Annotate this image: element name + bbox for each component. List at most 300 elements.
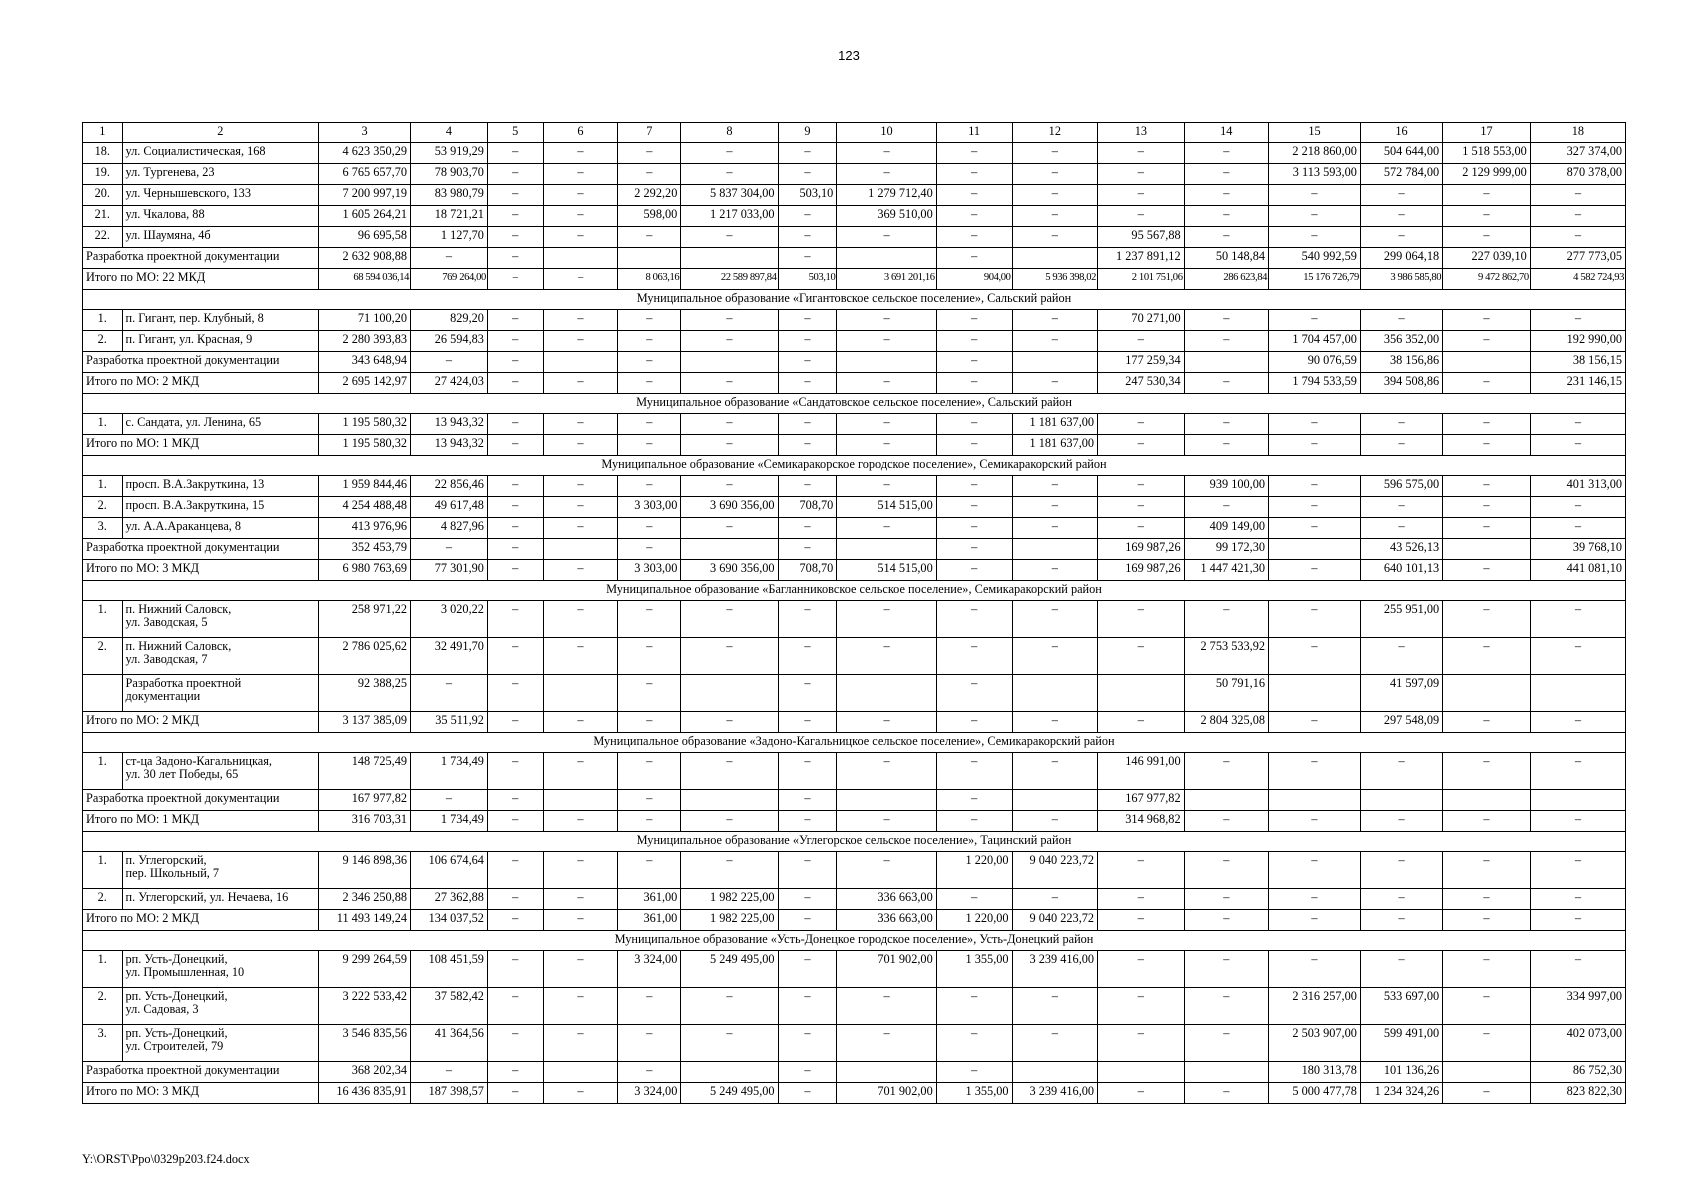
table-cell: 1 217 033,00 bbox=[681, 206, 778, 227]
building-row bbox=[83, 497, 1626, 518]
table-cell: 2 804 325,08 bbox=[1184, 712, 1268, 733]
table-cell: – bbox=[618, 310, 681, 331]
table-cell: 708,70 bbox=[778, 497, 837, 518]
table-cell: 540 992,59 bbox=[1269, 248, 1361, 269]
table-cell: 101 136,26 bbox=[1360, 1062, 1442, 1083]
table-cell: – bbox=[1012, 373, 1097, 394]
table-cell: – bbox=[1530, 811, 1625, 832]
table-cell: 27 362,88 bbox=[411, 889, 488, 910]
design-docs-row bbox=[83, 352, 1626, 373]
building-row bbox=[83, 753, 1626, 790]
total-label: Итого по МО: 3 МКД bbox=[83, 1083, 319, 1104]
total-row bbox=[83, 269, 1626, 290]
building-row bbox=[83, 675, 1626, 712]
table-cell: 6 980 763,69 bbox=[319, 560, 411, 581]
table-cell: 3 324,00 bbox=[618, 951, 681, 988]
table-cell: 169 987,26 bbox=[1098, 539, 1185, 560]
table-cell: – bbox=[543, 1083, 618, 1104]
table-cell: – bbox=[1012, 227, 1097, 248]
table-cell: – bbox=[1012, 753, 1097, 790]
table-cell: – bbox=[1098, 951, 1185, 988]
table-cell: 1 794 533,59 bbox=[1269, 373, 1361, 394]
table-cell: – bbox=[1269, 910, 1361, 931]
table-cell: – bbox=[936, 310, 1012, 331]
table-cell: 2 632 908,88 bbox=[319, 248, 411, 269]
table-cell: – bbox=[1184, 753, 1268, 790]
table-cell: – bbox=[1443, 373, 1531, 394]
table-cell: – bbox=[1012, 310, 1097, 331]
table-cell: – bbox=[1184, 497, 1268, 518]
table-cell: 71 100,20 bbox=[319, 310, 411, 331]
table-cell bbox=[1098, 1062, 1185, 1083]
table-cell: – bbox=[778, 435, 837, 456]
table-cell: – bbox=[543, 373, 618, 394]
table-cell: – bbox=[1098, 435, 1185, 456]
table-cell: 2 346 250,88 bbox=[319, 889, 411, 910]
table-cell: – bbox=[1098, 331, 1185, 352]
address-cell: ул. Тургенева, 23 bbox=[122, 164, 319, 185]
table-cell: 13 943,32 bbox=[411, 414, 488, 435]
table-cell: 6 765 657,70 bbox=[319, 164, 411, 185]
table-cell: – bbox=[543, 206, 618, 227]
table-cell: 169 987,26 bbox=[1098, 560, 1185, 581]
table-cell: 2 280 393,83 bbox=[319, 331, 411, 352]
table-cell: – bbox=[618, 518, 681, 539]
design-docs-label: Разработка проектной документации bbox=[83, 1062, 319, 1083]
table-cell: – bbox=[1269, 951, 1361, 988]
table-cell: – bbox=[1443, 518, 1531, 539]
table-cell: 3 303,00 bbox=[618, 560, 681, 581]
table-cell: – bbox=[411, 1062, 488, 1083]
table-cell: – bbox=[487, 269, 543, 290]
table-cell: – bbox=[1269, 518, 1361, 539]
table-cell: – bbox=[936, 206, 1012, 227]
table-cell: – bbox=[681, 601, 778, 638]
table-cell: 413 976,96 bbox=[319, 518, 411, 539]
table-cell: – bbox=[618, 143, 681, 164]
table-cell: – bbox=[1443, 638, 1531, 675]
table-cell: – bbox=[1012, 476, 1097, 497]
row-number: 3. bbox=[83, 1025, 123, 1062]
table-cell: 336 663,00 bbox=[837, 910, 936, 931]
table-cell: 37 582,42 bbox=[411, 988, 488, 1025]
table-cell: 68 594 036,14 bbox=[319, 269, 411, 290]
table-cell: – bbox=[618, 539, 681, 560]
table-cell: – bbox=[837, 476, 936, 497]
table-cell: 401 313,00 bbox=[1530, 476, 1625, 497]
table-cell bbox=[1530, 675, 1625, 712]
table-cell: 3 137 385,09 bbox=[319, 712, 411, 733]
table-cell: 334 997,00 bbox=[1530, 988, 1625, 1025]
table-cell: – bbox=[1269, 414, 1361, 435]
table-cell: – bbox=[778, 910, 837, 931]
row-number: 2. bbox=[83, 889, 123, 910]
table-cell: – bbox=[778, 988, 837, 1025]
total-label: Итого по МО: 2 МКД bbox=[83, 373, 319, 394]
table-cell bbox=[1443, 1062, 1531, 1083]
table-cell: – bbox=[543, 811, 618, 832]
table-cell: – bbox=[837, 601, 936, 638]
design-docs-label: Разработка проектной документации bbox=[83, 352, 319, 373]
row-number: 20. bbox=[83, 185, 123, 206]
table-cell: 2 101 751,06 bbox=[1098, 269, 1185, 290]
table-cell: – bbox=[936, 331, 1012, 352]
table-cell: – bbox=[1360, 414, 1442, 435]
table-cell: – bbox=[778, 518, 837, 539]
table-cell: 1 195 580,32 bbox=[319, 414, 411, 435]
table-cell: – bbox=[618, 331, 681, 352]
table-cell: – bbox=[1360, 753, 1442, 790]
design-docs-row bbox=[83, 539, 1626, 560]
table-cell: – bbox=[1443, 601, 1531, 638]
table-cell: 3 239 416,00 bbox=[1012, 1083, 1097, 1104]
table-cell: 1 237 891,12 bbox=[1098, 248, 1185, 269]
table-cell: – bbox=[936, 352, 1012, 373]
column-number: 13 bbox=[1098, 123, 1185, 143]
row-number: 2. bbox=[83, 497, 123, 518]
building-row bbox=[83, 414, 1626, 435]
table-cell: – bbox=[936, 373, 1012, 394]
table-cell: – bbox=[1184, 1083, 1268, 1104]
table-cell: 708,70 bbox=[778, 560, 837, 581]
table-cell: – bbox=[618, 638, 681, 675]
table-cell: 701 902,00 bbox=[837, 1083, 936, 1104]
column-number: 17 bbox=[1443, 123, 1531, 143]
table-cell: – bbox=[1530, 951, 1625, 988]
building-row bbox=[83, 601, 1626, 638]
table-cell: – bbox=[543, 227, 618, 248]
table-cell: 336 663,00 bbox=[837, 889, 936, 910]
table-cell: – bbox=[1360, 518, 1442, 539]
table-cell: – bbox=[1269, 476, 1361, 497]
total-row bbox=[83, 1083, 1626, 1104]
table-cell bbox=[1443, 352, 1531, 373]
table-cell: – bbox=[1360, 951, 1442, 988]
municipality-section-header bbox=[83, 290, 1626, 310]
address-cell: п. Нижний Саловск, ул. Заводская, 7 bbox=[122, 638, 319, 675]
table-cell: – bbox=[778, 373, 837, 394]
table-cell: – bbox=[1269, 435, 1361, 456]
table-cell: 314 968,82 bbox=[1098, 811, 1185, 832]
address-cell: ул. А.А.Араканцева, 8 bbox=[122, 518, 319, 539]
table-cell: – bbox=[543, 497, 618, 518]
table-cell: – bbox=[1443, 331, 1531, 352]
table-cell: 503,10 bbox=[778, 185, 837, 206]
table-cell: 1 982 225,00 bbox=[681, 889, 778, 910]
table-cell: – bbox=[936, 435, 1012, 456]
table-cell: – bbox=[837, 143, 936, 164]
table-cell: – bbox=[1098, 1083, 1185, 1104]
table-cell: – bbox=[936, 518, 1012, 539]
table-cell: – bbox=[1184, 164, 1268, 185]
table-cell: – bbox=[411, 790, 488, 811]
row-number: 1. bbox=[83, 476, 123, 497]
table-cell: – bbox=[936, 712, 1012, 733]
section-title: Муниципальное образование «Усть-Донецкое городское поселение», Усть-Донецкий район bbox=[83, 931, 1626, 951]
table-cell: 231 146,15 bbox=[1530, 373, 1625, 394]
column-number: 8 bbox=[681, 123, 778, 143]
total-label: Итого по МО: 1 МКД bbox=[83, 435, 319, 456]
table-cell: – bbox=[681, 143, 778, 164]
table-cell: – bbox=[1360, 435, 1442, 456]
table-cell: 167 977,82 bbox=[1098, 790, 1185, 811]
building-row bbox=[83, 331, 1626, 352]
table-cell bbox=[1184, 1062, 1268, 1083]
table-cell: – bbox=[1360, 227, 1442, 248]
table-cell: – bbox=[1530, 310, 1625, 331]
municipality-section-header bbox=[83, 581, 1626, 601]
table-cell: – bbox=[1269, 227, 1361, 248]
table-cell: – bbox=[1360, 889, 1442, 910]
table-cell: – bbox=[1184, 852, 1268, 889]
table-cell: – bbox=[618, 476, 681, 497]
table-cell: – bbox=[837, 227, 936, 248]
table-cell: – bbox=[778, 951, 837, 988]
table-cell: 38 156,86 bbox=[1360, 352, 1442, 373]
table-cell: 3 546 835,56 bbox=[319, 1025, 411, 1062]
table-cell: 769 264,00 bbox=[411, 269, 488, 290]
table-cell: 1 127,70 bbox=[411, 227, 488, 248]
table-cell bbox=[681, 539, 778, 560]
table-cell: – bbox=[487, 601, 543, 638]
table-cell: – bbox=[1012, 560, 1097, 581]
table-cell: – bbox=[1530, 889, 1625, 910]
table-cell: – bbox=[778, 712, 837, 733]
table-cell: – bbox=[1269, 560, 1361, 581]
total-row bbox=[83, 560, 1626, 581]
table-cell: 227 039,10 bbox=[1443, 248, 1531, 269]
table-cell: – bbox=[1360, 497, 1442, 518]
table-cell: – bbox=[1184, 601, 1268, 638]
table-cell: – bbox=[1184, 373, 1268, 394]
table-cell: – bbox=[487, 185, 543, 206]
address-cell: рп. Усть-Донецкий, ул. Садовая, 3 bbox=[122, 988, 319, 1025]
table-cell: 2 786 025,62 bbox=[319, 638, 411, 675]
table-cell: – bbox=[487, 373, 543, 394]
table-cell: 514 515,00 bbox=[837, 497, 936, 518]
table-cell: – bbox=[1012, 988, 1097, 1025]
table-cell bbox=[681, 248, 778, 269]
table-cell: 3 222 533,42 bbox=[319, 988, 411, 1025]
building-row bbox=[83, 889, 1626, 910]
table-cell: – bbox=[1360, 310, 1442, 331]
column-number: 16 bbox=[1360, 123, 1442, 143]
table-cell: 368 202,34 bbox=[319, 1062, 411, 1083]
table-cell: 3 691 201,16 bbox=[837, 269, 936, 290]
table-cell: 1 220,00 bbox=[936, 910, 1012, 931]
address-cell: ст-ца Задоно-Кагальницкая, ул. 30 лет Победы, 65 bbox=[122, 753, 319, 790]
table-cell: – bbox=[936, 164, 1012, 185]
total-row bbox=[83, 712, 1626, 733]
table-cell bbox=[1012, 539, 1097, 560]
table-cell: – bbox=[487, 310, 543, 331]
table-cell: 4 582 724,93 bbox=[1530, 269, 1625, 290]
table-cell: – bbox=[1012, 497, 1097, 518]
building-row bbox=[83, 852, 1626, 889]
table-cell: 83 980,79 bbox=[411, 185, 488, 206]
table-cell: – bbox=[543, 910, 618, 931]
table-cell: – bbox=[543, 951, 618, 988]
table-cell: 1 234 324,26 bbox=[1360, 1083, 1442, 1104]
table-cell bbox=[543, 248, 618, 269]
table-cell: 701 902,00 bbox=[837, 951, 936, 988]
table-cell: 4 254 488,48 bbox=[319, 497, 411, 518]
table-cell: – bbox=[778, 753, 837, 790]
building-row bbox=[83, 951, 1626, 988]
table-cell: – bbox=[1184, 185, 1268, 206]
table-cell: – bbox=[778, 414, 837, 435]
table-cell: 599 491,00 bbox=[1360, 1025, 1442, 1062]
table-cell: 39 768,10 bbox=[1530, 539, 1625, 560]
table-cell: 180 313,78 bbox=[1269, 1062, 1361, 1083]
table-cell: – bbox=[487, 889, 543, 910]
table-cell: 503,10 bbox=[778, 269, 837, 290]
row-number: 21. bbox=[83, 206, 123, 227]
table-cell bbox=[1443, 790, 1531, 811]
table-cell: – bbox=[837, 638, 936, 675]
table-cell: 49 617,48 bbox=[411, 497, 488, 518]
table-cell: – bbox=[778, 889, 837, 910]
table-cell: – bbox=[936, 790, 1012, 811]
table-cell: – bbox=[1098, 712, 1185, 733]
table-cell: – bbox=[487, 227, 543, 248]
table-cell: – bbox=[411, 352, 488, 373]
table-cell: 11 493 149,24 bbox=[319, 910, 411, 931]
table-cell: – bbox=[487, 352, 543, 373]
table-cell: 9 299 264,59 bbox=[319, 951, 411, 988]
table-cell: 2 695 142,97 bbox=[319, 373, 411, 394]
table-cell: – bbox=[543, 638, 618, 675]
table-cell: 598,00 bbox=[618, 206, 681, 227]
table-cell: – bbox=[681, 414, 778, 435]
table-cell: – bbox=[1184, 206, 1268, 227]
table-cell: – bbox=[1443, 753, 1531, 790]
table-cell bbox=[1098, 675, 1185, 712]
table-cell: 3 303,00 bbox=[618, 497, 681, 518]
table-cell: – bbox=[1443, 712, 1531, 733]
table-cell: – bbox=[1443, 476, 1531, 497]
table-cell bbox=[1184, 352, 1268, 373]
table-cell: – bbox=[837, 331, 936, 352]
table-cell: 1 704 457,00 bbox=[1269, 331, 1361, 352]
table-cell: 352 453,79 bbox=[319, 539, 411, 560]
table-cell: – bbox=[837, 435, 936, 456]
table-cell: – bbox=[1530, 206, 1625, 227]
address-cell: п. Углегорский, пер. Школьный, 7 bbox=[122, 852, 319, 889]
section-title: Муниципальное образование «Багланниковское сельское поселение», Семикаракорский район bbox=[83, 581, 1626, 601]
table-cell bbox=[837, 352, 936, 373]
table-cell: 441 081,10 bbox=[1530, 560, 1625, 581]
table-cell: – bbox=[543, 414, 618, 435]
table-cell: 5 249 495,00 bbox=[681, 951, 778, 988]
table-cell: – bbox=[1012, 164, 1097, 185]
table-cell: – bbox=[618, 601, 681, 638]
table-cell: 2 503 907,00 bbox=[1269, 1025, 1361, 1062]
table-cell: 504 644,00 bbox=[1360, 143, 1442, 164]
column-number: 9 bbox=[778, 123, 837, 143]
table-cell: – bbox=[1012, 889, 1097, 910]
table-cell: 1 181 637,00 bbox=[1012, 414, 1097, 435]
table-cell: – bbox=[936, 185, 1012, 206]
table-cell: – bbox=[1184, 988, 1268, 1025]
column-number: 14 bbox=[1184, 123, 1268, 143]
table-cell: – bbox=[1443, 206, 1531, 227]
table-cell: 2 129 999,00 bbox=[1443, 164, 1531, 185]
table-cell bbox=[1012, 790, 1097, 811]
table-cell: 148 725,49 bbox=[319, 753, 411, 790]
table-cell: – bbox=[618, 852, 681, 889]
table-cell: 5 000 477,78 bbox=[1269, 1083, 1361, 1104]
table-cell: – bbox=[1269, 206, 1361, 227]
table-cell: 402 073,00 bbox=[1530, 1025, 1625, 1062]
table-cell: – bbox=[778, 601, 837, 638]
table-cell: – bbox=[487, 988, 543, 1025]
table-cell: 13 943,32 bbox=[411, 435, 488, 456]
table-cell: – bbox=[487, 560, 543, 581]
building-row bbox=[83, 310, 1626, 331]
table-cell: – bbox=[1530, 518, 1625, 539]
table-cell: – bbox=[1098, 185, 1185, 206]
table-cell: – bbox=[487, 951, 543, 988]
table-cell bbox=[1012, 1062, 1097, 1083]
table-cell: 5 249 495,00 bbox=[681, 1083, 778, 1104]
table-cell bbox=[1269, 675, 1361, 712]
table-cell: 50 148,84 bbox=[1184, 248, 1268, 269]
row-number: 1. bbox=[83, 951, 123, 988]
table-cell: – bbox=[1269, 811, 1361, 832]
table-cell: – bbox=[936, 497, 1012, 518]
table-cell: 70 271,00 bbox=[1098, 310, 1185, 331]
table-cell: – bbox=[1443, 889, 1531, 910]
table-cell: – bbox=[487, 435, 543, 456]
table-cell: – bbox=[1098, 852, 1185, 889]
table-cell: – bbox=[837, 811, 936, 832]
municipality-section-header bbox=[83, 394, 1626, 414]
table-cell: – bbox=[618, 811, 681, 832]
section-title: Муниципальное образование «Углегорское сельское поселение», Тацинский район bbox=[83, 832, 1626, 852]
table-cell: – bbox=[1184, 331, 1268, 352]
footer-file-path: Y:\ORST\Ppo\0329p203.f24.docx bbox=[82, 1152, 250, 1166]
table-cell: 9 040 223,72 bbox=[1012, 852, 1097, 889]
table-cell: 2 218 860,00 bbox=[1269, 143, 1361, 164]
table-cell: 41 597,09 bbox=[1360, 675, 1442, 712]
table-cell: – bbox=[411, 539, 488, 560]
table-cell: – bbox=[1530, 753, 1625, 790]
table-cell: 18 721,21 bbox=[411, 206, 488, 227]
table-cell: – bbox=[1443, 310, 1531, 331]
table-cell: – bbox=[778, 675, 837, 712]
total-row bbox=[83, 373, 1626, 394]
column-number: 6 bbox=[543, 123, 618, 143]
table-cell: – bbox=[1184, 143, 1268, 164]
table-cell: – bbox=[543, 712, 618, 733]
table-cell: – bbox=[1098, 910, 1185, 931]
table-cell: 361,00 bbox=[618, 889, 681, 910]
table-cell: 3 986 585,80 bbox=[1360, 269, 1442, 290]
table-cell: 4 623 350,29 bbox=[319, 143, 411, 164]
table-cell: – bbox=[543, 560, 618, 581]
address-cell: п. Гигант, ул. Красная, 9 bbox=[122, 331, 319, 352]
table-cell: – bbox=[778, 790, 837, 811]
table-cell: – bbox=[543, 753, 618, 790]
table-cell: 1 605 264,21 bbox=[319, 206, 411, 227]
table-cell: 369 510,00 bbox=[837, 206, 936, 227]
table-cell: – bbox=[543, 331, 618, 352]
table-cell: – bbox=[681, 852, 778, 889]
table-cell bbox=[1184, 790, 1268, 811]
table-cell: – bbox=[936, 248, 1012, 269]
column-number: 18 bbox=[1530, 123, 1625, 143]
